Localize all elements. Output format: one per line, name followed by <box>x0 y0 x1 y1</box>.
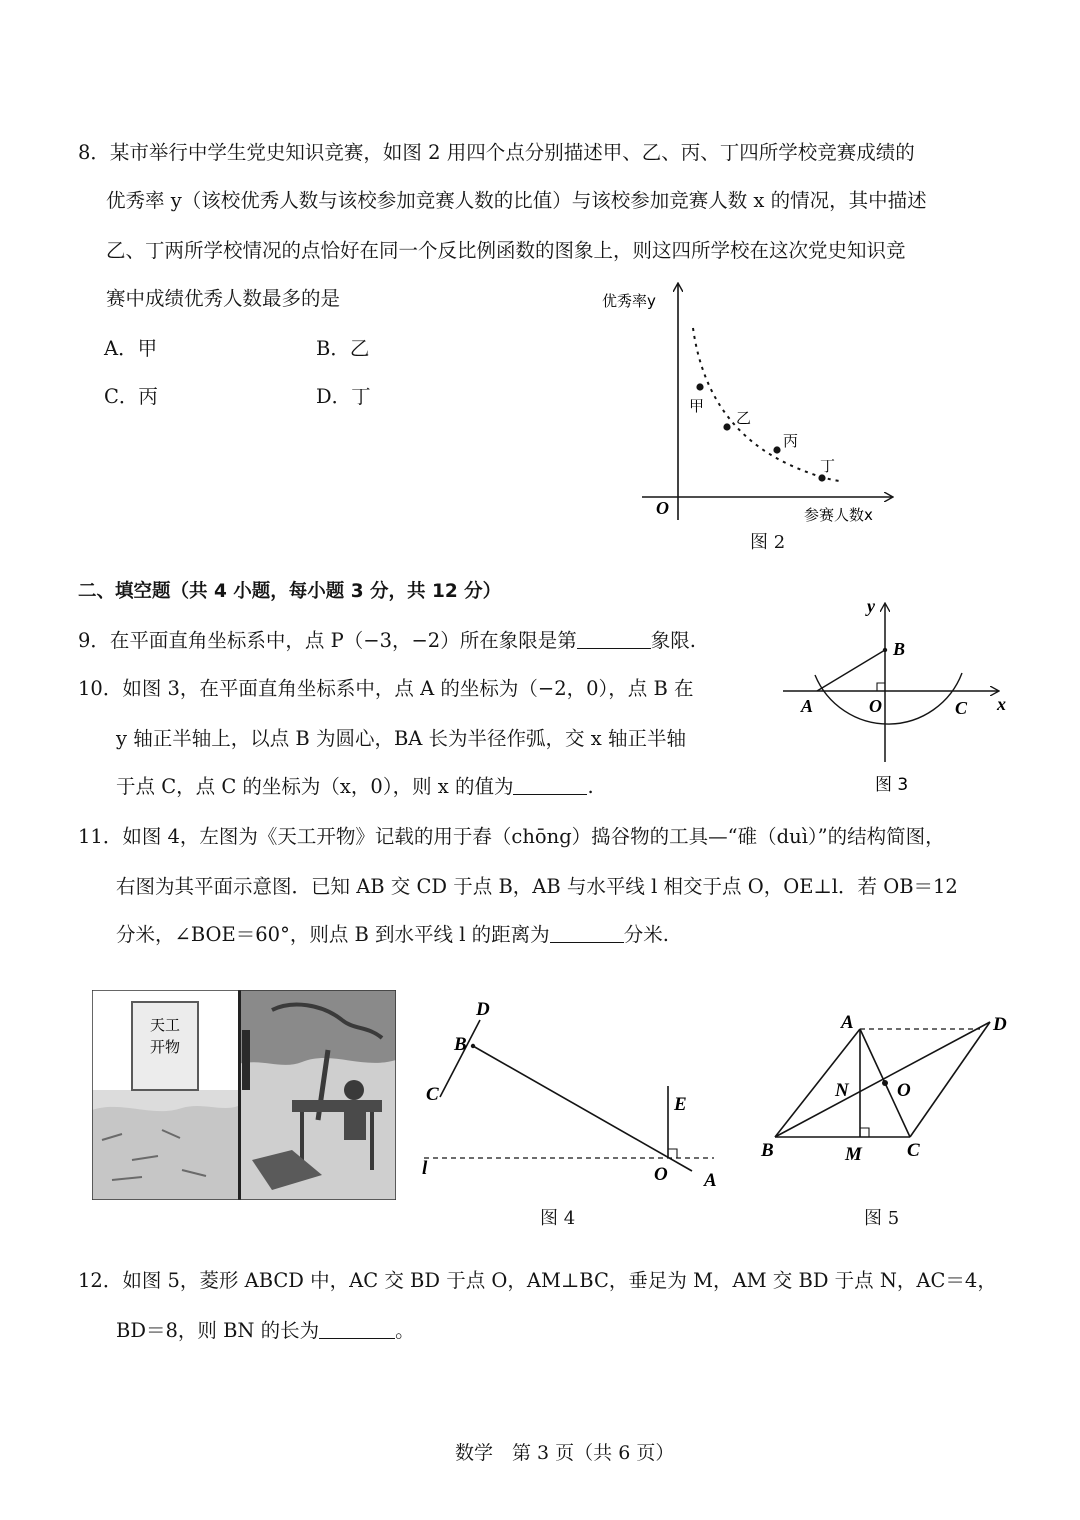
segment-CD <box>910 1022 990 1137</box>
q10-line1: 10．如图 3，在平面直角坐标系中，点 A 的坐标为（−2，0），点 B 在 <box>78 677 694 700</box>
fig4-right-angle <box>668 1149 677 1158</box>
q11-line1: 11．如图 4，左图为《天工开物》记载的用于舂（chōng）捣谷物的工具—“碓（duì）”的结构简图， <box>78 825 945 848</box>
fig5-right-angle <box>860 1128 869 1137</box>
figure-2 <box>590 270 910 560</box>
point-yi <box>723 423 730 430</box>
segment-CD <box>440 1020 480 1097</box>
point-ding <box>818 474 825 481</box>
q8-line1: 8．某市举行中学生党史知识竞赛，如图 2 用四个点分别描述甲、乙、丙、丁四所学校竞赛成绩的 <box>78 141 915 164</box>
q9-tail: 象限. <box>650 629 696 652</box>
fig5-M: M <box>845 1144 862 1165</box>
point-jia <box>696 383 703 390</box>
fig5-B: B <box>761 1140 774 1161</box>
q10-text3: 于点 C，点 C 的坐标为（x，0），则 x 的值为 <box>116 775 514 798</box>
point-bing <box>773 446 780 453</box>
segment-BA <box>817 650 885 691</box>
q11-answer-blank[interactable] <box>550 924 624 943</box>
fig4-B: B <box>454 1034 467 1055</box>
figure-5 <box>755 1000 1025 1175</box>
fig3-B: B <box>893 639 906 659</box>
q8-line2: 优秀率 y（该校优秀人数与该校参加竞赛人数的比值）与该校参加竞赛人数 x 的情况，其中描述 <box>106 189 927 212</box>
fig3-C: C <box>955 698 968 718</box>
q10-line3 <box>116 774 594 800</box>
segment-BA <box>473 1046 692 1171</box>
tiangong-kaiwu-illustration <box>92 990 396 1200</box>
q11-line3 <box>116 922 669 948</box>
fig4-O: O <box>654 1164 668 1185</box>
fig5-caption: 图 5 <box>864 1208 900 1229</box>
q11-line2: 右图为其平面示意图．已知 AB 交 CD 于点 B，AB 与水平线 l 相交于点 O，OE⊥l．若 OB＝12 <box>116 875 958 898</box>
fig2-caption: 图 2 <box>750 532 786 553</box>
book-title-line1: 天工 <box>149 1016 181 1034</box>
fig5-A: A <box>841 1012 854 1033</box>
q11-text3: 分米，∠BOE＝60°，则点 B 到水平线 l 的距离为 <box>116 923 550 946</box>
point-B-fig4 <box>471 1044 475 1048</box>
fig4-C: C <box>426 1084 439 1105</box>
fig4-D: D <box>476 999 490 1020</box>
fig5-D: D <box>993 1014 1007 1035</box>
q10-answer-blank[interactable] <box>513 776 587 795</box>
fig5-C: C <box>907 1140 920 1161</box>
q8-line4: 赛中成绩优秀人数最多的是 <box>106 287 341 310</box>
fig3-caption: 图 3 <box>875 775 909 795</box>
fig5-O: O <box>897 1080 911 1101</box>
segment-BD <box>775 1022 990 1137</box>
arc-AC <box>815 673 962 724</box>
q10-tail: . <box>587 775 594 798</box>
q8-option-b: B．乙 <box>316 337 370 360</box>
figure-3 <box>775 590 1015 805</box>
fig4-caption: 图 4 <box>540 1208 576 1229</box>
page-footer: 数学 第 3 页（共 6 页） <box>455 1442 675 1464</box>
label-bing: 丙 <box>783 432 799 450</box>
fig3-O: O <box>869 696 882 716</box>
right-angle-mark <box>877 683 885 691</box>
label-yi: 乙 <box>736 409 752 427</box>
q9-line <box>78 628 696 654</box>
fig2-ylabel: 优秀率y <box>602 292 656 310</box>
fig4-l: l <box>422 1158 428 1179</box>
fig5-N: N <box>835 1080 849 1101</box>
q9-text: 9．在平面直角坐标系中，点 P（−3，−2）所在象限是第 <box>78 629 577 652</box>
q12-text2: BD＝8，则 BN 的长为 <box>116 1319 320 1342</box>
q8-line3: 乙、丁两所学校情况的点恰好在同一个反比例函数的图象上，则这四所学校在这次党史知识竞 <box>106 239 906 262</box>
q11-tail: 分米. <box>623 923 669 946</box>
q12-line1: 12．如图 5，菱形 ABCD 中，AC 交 BD 于点 O，AM⊥BC，垂足为 M，AM 交 BD 于点 N，AC＝4， <box>78 1269 997 1292</box>
fig4-A: A <box>704 1170 717 1191</box>
q10-line2: y 轴正半轴上，以点 B 为圆心，BA 长为半径作弧，交 x 轴正半轴 <box>116 727 686 750</box>
fig3-y-label: y <box>867 596 875 616</box>
point-B <box>883 648 887 652</box>
fig3-A: A <box>801 696 814 716</box>
fig2-xlabel: 参赛人数x <box>804 506 873 524</box>
label-ding: 丁 <box>820 457 836 475</box>
q12-answer-blank[interactable] <box>319 1320 395 1339</box>
fig3-x-label: x <box>997 694 1006 714</box>
q8-option-c: C．丙 <box>104 385 158 408</box>
fig4-E: E <box>674 1094 687 1115</box>
book-title-line2: 开物 <box>149 1038 181 1056</box>
figure-4-geometry <box>410 990 740 1200</box>
point-O-fig5 <box>882 1080 888 1086</box>
q9-answer-blank[interactable] <box>577 630 651 649</box>
section-title: 二、填空题（共 4 小题，每小题 3 分，共 12 分） <box>78 581 502 602</box>
q12-tail: 。 <box>395 1319 415 1342</box>
q8-option-d: D．丁 <box>316 385 371 408</box>
fig2-origin: O <box>656 498 669 518</box>
q8-option-a: A．甲 <box>104 337 158 360</box>
q12-line2 <box>116 1318 415 1344</box>
label-jia: 甲 <box>689 397 705 415</box>
inverse-curve <box>693 328 840 481</box>
